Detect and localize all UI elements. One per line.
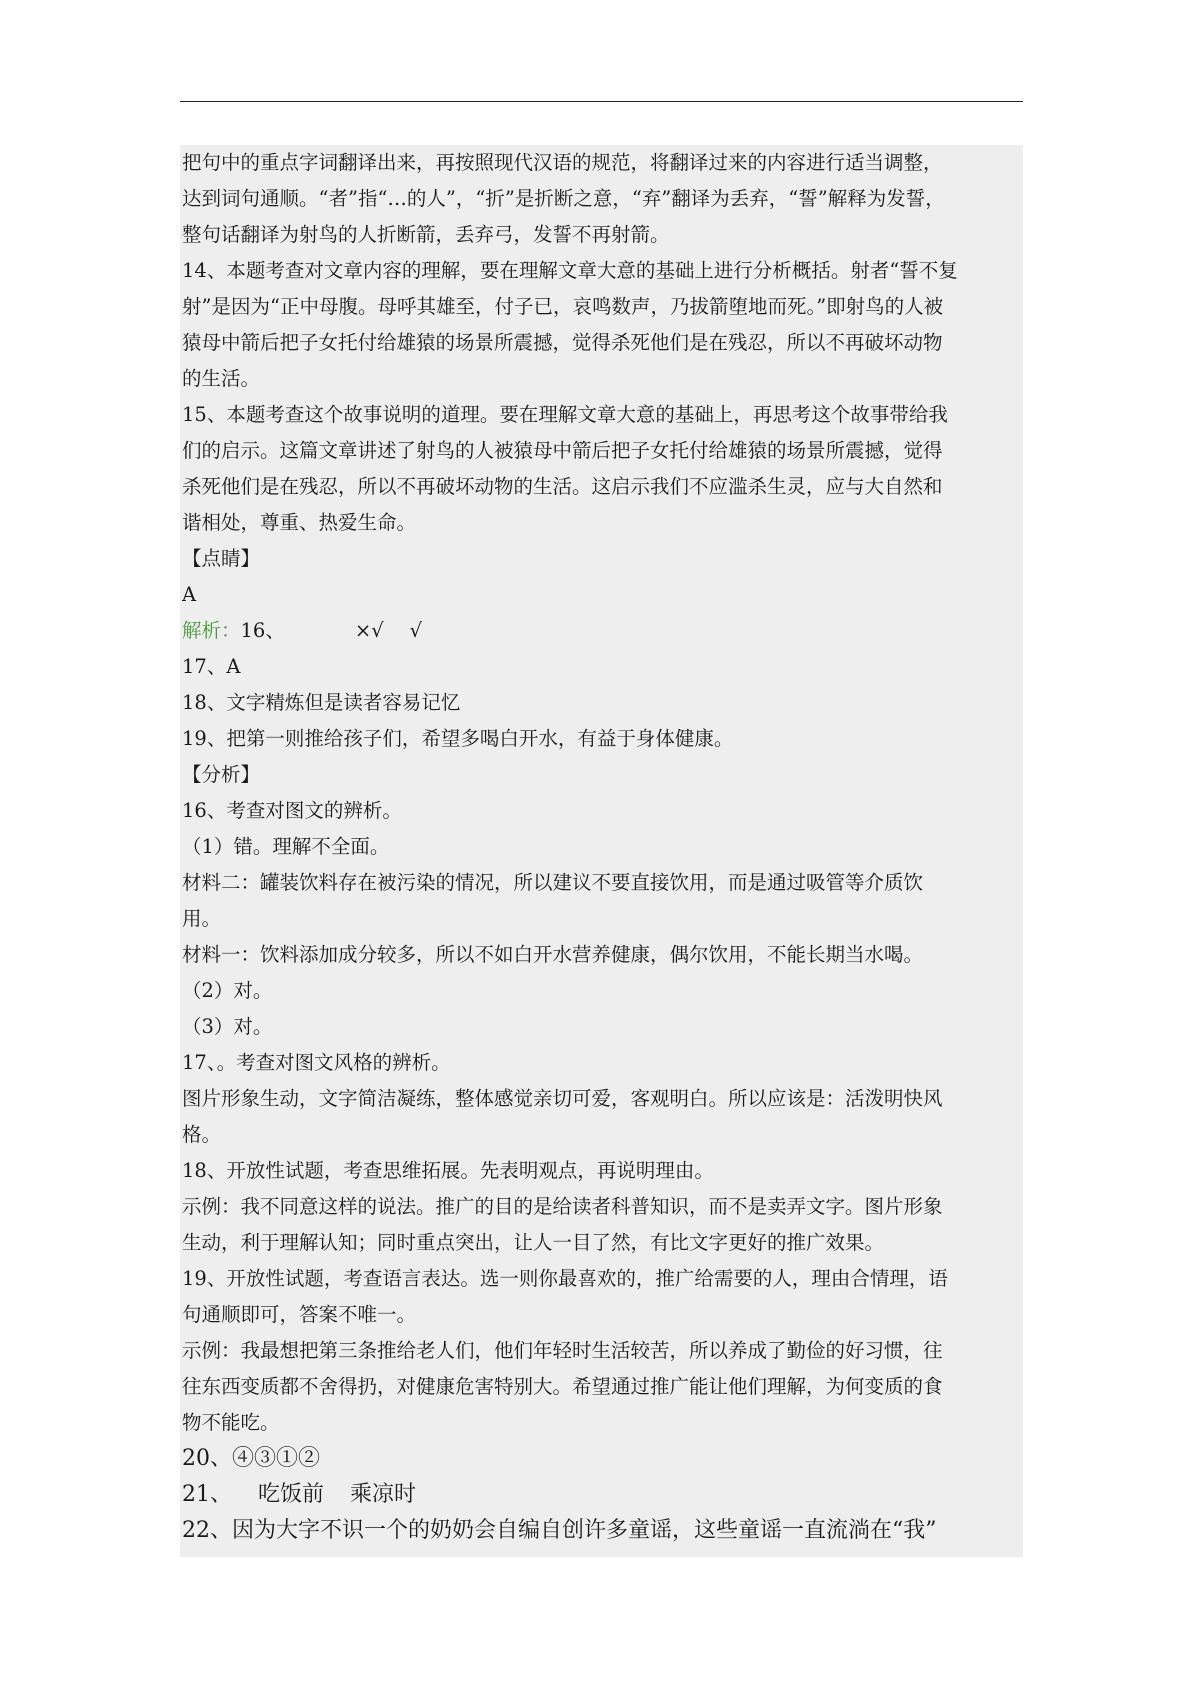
text-line: 整句话翻译为射鸟的人折断箭，丢弃弓，发誓不再射箭。 xyxy=(182,223,670,246)
text-line: 用。 xyxy=(182,907,222,930)
section-heading-fenxi: 【分析】 xyxy=(182,763,261,786)
text-line: 生动，利于理解认知；同时重点突出，让人一目了然，有比文字更好的推广效果。 xyxy=(182,1231,885,1254)
section-heading-dianjing: 【点睛】 xyxy=(182,547,261,570)
text-line: 15、本题考查这个故事说明的道理。要在理解文章大意的基础上，再思考这个故事带给我 xyxy=(182,403,948,426)
text-line: 们的启示。这篇文章讲述了射鸟的人被猿母中箭后把子女托付给雄猿的场景所震撼，觉得 xyxy=(182,439,943,462)
text-line: 14、本题考查对文章内容的理解，要在理解文章大意的基础上进行分析概括。射者“誓不复 xyxy=(182,259,958,282)
text-line: 猿母中箭后把子女托付给雄猿的场景所震撼，觉得杀死他们是在残忍，所以不再破坏动物 xyxy=(182,331,943,354)
text-line: 杀死他们是在残忍，所以不再破坏动物的生活。这启示我们不应滥杀生灵，应与大自然和 xyxy=(182,475,943,498)
text-line: 19、把第一则推给孩子们，希望多喝白开水，有益于身体健康。 xyxy=(182,727,734,750)
text-line: 16、考查对图文的辨析。 xyxy=(182,799,402,822)
q16-mark-1: × xyxy=(354,619,372,642)
text-line: 18、开放性试题，考查思维拓展。先表明观点，再说明理由。 xyxy=(182,1159,714,1182)
text-line: 材料一：饮料添加成分较多，所以不如白开水营养健康，偶尔饮用，不能长期当水喝。 xyxy=(182,943,924,966)
q21-answer-a: 吃饭前 xyxy=(258,1482,325,1507)
text-line: （2）对。 xyxy=(182,979,273,1002)
q21-answer xyxy=(182,1477,1017,1513)
q22-answer: 22、因为大字不识一个的奶奶会自编自创许多童谣，这些童谣一直流淌在“我” xyxy=(182,1518,937,1543)
text-line: 射”是因为“正中母腹。母呼其雄至，付子已，哀鸣数声，乃拔箭堕地而死。”即射鸟的人被 xyxy=(182,295,944,318)
answer-text-block xyxy=(180,145,1023,1557)
q21-number: 21、 xyxy=(182,1482,232,1507)
text-line: 18、文字精炼但是读者容易记忆 xyxy=(182,691,461,714)
text-line: 把句中的重点字词翻译出来，再按照现代汉语的规范，将翻译过来的内容进行适当调整， xyxy=(182,151,943,174)
q16-number: 16、 xyxy=(240,619,285,642)
q21-answer-b: 乘凉时 xyxy=(350,1482,417,1507)
analysis-q16-line xyxy=(182,613,1017,649)
q16-mark-2: √ xyxy=(371,619,384,642)
text-line: 句通顺即可，答案不唯一。 xyxy=(182,1303,417,1326)
text-line: 17、。考查对图文风格的辨析。 xyxy=(182,1051,451,1074)
q16-mark-3: √ xyxy=(409,619,423,642)
text-line: 示例：我最想把第三条推给老人们，他们年轻时生活较苦，所以养成了勤俭的好习惯，往 xyxy=(182,1339,943,1362)
text-line: 19、开放性试题，考查语言表达。选一则你最喜欢的，推广给需要的人，理由合情理，语 xyxy=(182,1267,948,1290)
header-rule xyxy=(180,101,1023,102)
q20-answer: 20、④③①② xyxy=(182,1446,320,1471)
text-line: （1）错。理解不全面。 xyxy=(182,835,390,858)
analysis-label: 解析： xyxy=(182,619,241,642)
text-line: 物不能吃。 xyxy=(182,1411,280,1434)
answer-letter: A xyxy=(182,583,197,606)
text-line: 往东西变质都不舍得扔，对健康危害特别大。希望通过推广能让他们理解，为何变质的食 xyxy=(182,1375,943,1398)
text-line: 格。 xyxy=(182,1123,222,1146)
text-line: 达到词句通顺。“者”指“…的人”，“折”是折断之意，“弃”翻译为丢弃，“誓”解释为发誓， xyxy=(182,187,945,210)
text-line: 示例：我不同意这样的说法。推广的目的是给读者科普知识，而不是卖弄文字。图片形象 xyxy=(182,1195,943,1218)
text-line: 谐相处，尊重、热爱生命。 xyxy=(182,511,417,534)
text-line: 图片形象生动，文字简洁凝练，整体感觉亲切可爱，客观明白。所以应该是：活泼明快风 xyxy=(182,1087,943,1110)
text-line: 17、A xyxy=(182,655,241,678)
text-line: 材料二：罐装饮料存在被污染的情况，所以建议不要直接饮用，而是通过吸管等介质饮 xyxy=(182,871,924,894)
text-line: 的生活。 xyxy=(182,367,261,390)
text-line: （3）对。 xyxy=(182,1015,273,1038)
